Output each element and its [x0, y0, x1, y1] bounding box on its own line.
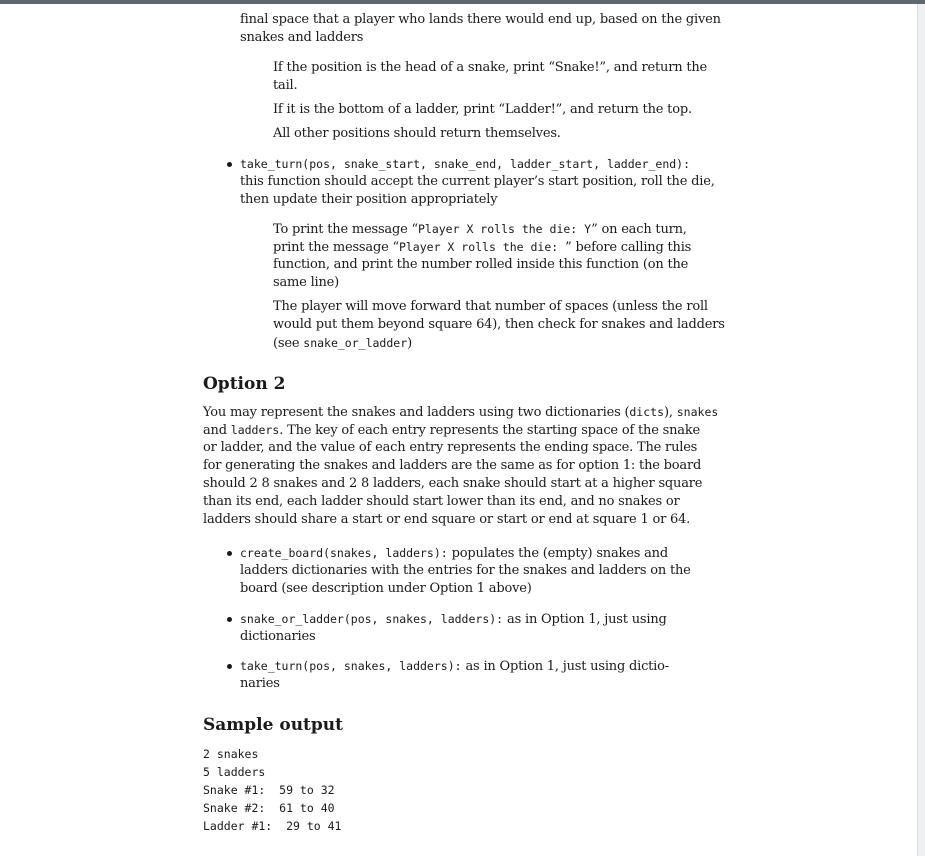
option-2-para-line-3: or ladder, and the value of each entry represents the ending space. The rules [203, 440, 698, 455]
take-turn-signature: take_turn(pos, snake_start, snake_end, ladder_start, ladder_end): [240, 157, 691, 171]
bullet-take-turn-dict [227, 664, 232, 669]
scrollbar-track[interactable] [917, 4, 925, 856]
sample-line: Ladder #1: 29 to 41 [203, 819, 342, 833]
option-2-para-line-6: than its end, each ladder should start lower than its end, and no snakes or [203, 494, 680, 509]
take-turn-move-line-1: The player will move forward that number of spaces (unless the roll [273, 299, 708, 314]
intro-line-2: snakes and ladders [240, 30, 364, 45]
take-turn-desc-1: this function should accept the current player’s start position, roll the die, [240, 174, 715, 189]
option-2-para-line-7: ladders should share a start or end square or start or end at square 1 or 64. [203, 512, 691, 527]
option-2-para-line-4: for generating the snakes and ladders are the same as for option 1: the board [203, 458, 702, 473]
option-2-para-line-1: You may represent the snakes and ladders using two dictionaries (dicts), snakes [203, 405, 719, 420]
snake-or-ladder-line-2: dictionaries [240, 629, 316, 644]
sample-line: 5 ladders [203, 765, 266, 779]
create-board-line-3: board (see description under Option 1 above) [240, 581, 532, 596]
take-turn-msg-line-2: print the message “Player X rolls the die: ” before calling this [273, 240, 692, 255]
take-turn-desc-2: then update their position appropriately [240, 192, 498, 207]
sample-line: 2 snakes [203, 747, 259, 761]
document-page [0, 4, 917, 856]
take-turn-msg-line-1: To print the message “Player X rolls the die: Y” on each turn, [273, 222, 687, 237]
take-turn-msg-line-4: same line) [273, 275, 340, 290]
create-board-line-1: create_board(snakes, ladders): populates the (empty) snakes and [240, 546, 668, 561]
rule-snake-line-1: If the position is the head of a snake, print “Snake!”, and return the [273, 60, 708, 75]
create-board-line-2: ladders dictionaries with the entries for the snakes and ladders on the [240, 563, 691, 578]
bullet-take-turn [227, 162, 232, 167]
sample-line: Snake #2: 61 to 40 [203, 801, 335, 815]
rule-other: All other positions should return themselves. [273, 126, 561, 141]
intro-line-1: final space that a player who lands there would end up, based on the given [240, 12, 721, 27]
rule-ladder: If it is the bottom of a ladder, print “Ladder!”, and return the top. [273, 102, 692, 117]
bullet-snake-or-ladder [227, 617, 232, 622]
take-turn-dict-line-1: take_turn(pos, snakes, ladders): as in Option 1, just using dictio- [240, 659, 669, 674]
take-turn-dict-line-2: naries [240, 676, 280, 691]
snake-or-ladder-line-1: snake_or_ladder(pos, snakes, ladders): as in Option 1, just using [240, 612, 667, 627]
sample-output-heading: Sample output [203, 715, 344, 735]
option-2-heading: Option 2 [203, 374, 286, 394]
take-turn-msg-line-3: function, and print the number rolled inside this function (on the [273, 257, 689, 272]
take-turn-move-line-2: would put them beyond square 64), then check for snakes and ladders [273, 317, 725, 332]
sample-line: Snake #1: 59 to 32 [203, 783, 335, 797]
option-2-para-line-5: should 2 8 snakes and 2 8 ladders, each snake should start at a higher square [203, 476, 703, 491]
bullet-create-board [227, 551, 232, 556]
rule-snake-line-2: tail. [273, 78, 298, 93]
take-turn-move-line-3: (see snake_or_ladder) [273, 336, 412, 351]
option-2-para-line-2: and ladders. The key of each entry represents the starting space of the snake [203, 423, 701, 438]
